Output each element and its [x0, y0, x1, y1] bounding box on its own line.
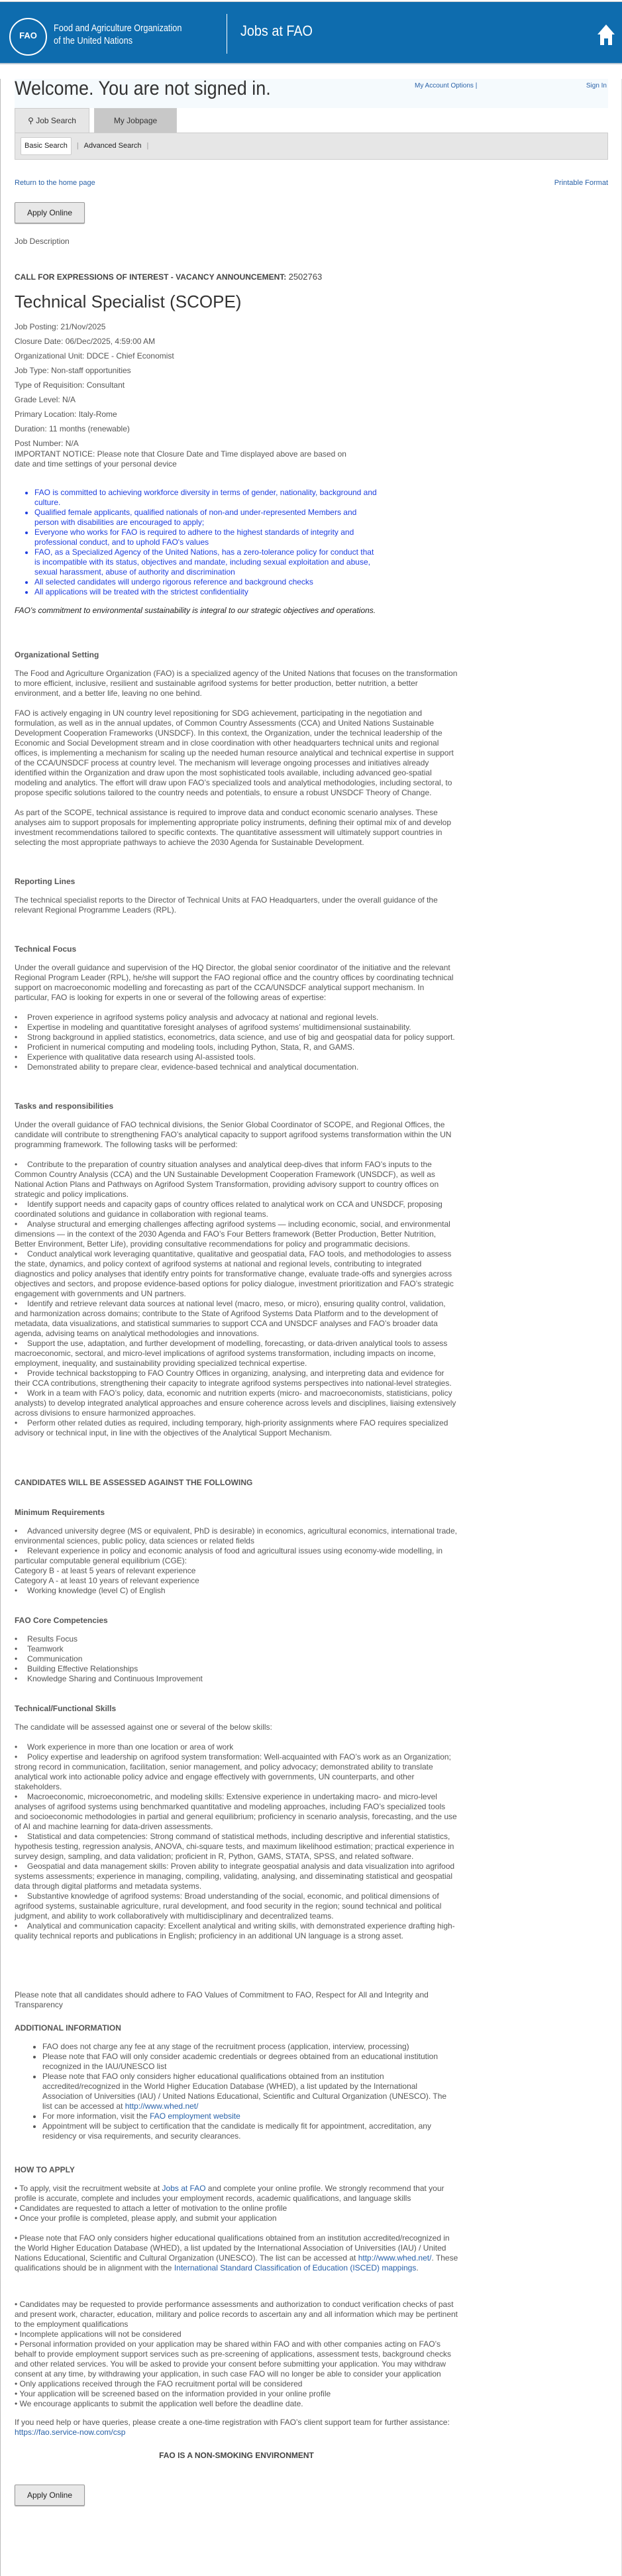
- list-item: • Working knowledge (level C) of English: [15, 1586, 166, 1595]
- separator: |: [146, 142, 149, 150]
- job-posting: Job Posting: 21/Nov/2025: [15, 322, 106, 331]
- home-icon[interactable]: [597, 23, 615, 46]
- section-heading: Tasks and responsibilities: [15, 1101, 114, 1111]
- skills-list: [15, 1742, 458, 1941]
- tab-job-search[interactable]: [15, 108, 89, 133]
- how-item: • Your application will be screened based on the information provided in your online profile: [15, 2389, 331, 2398]
- job-type: Job Type: Non-staff opportunities: [15, 366, 131, 375]
- how-item: • Incomplete applications will not be considered: [15, 2329, 181, 2339]
- list-item: • Work experience in more than one location or area of work: [15, 1742, 234, 1752]
- help-text: If you need help or have queries, please create a one-time registration with FAO’s client support team for further assistance: https://fao.service-now.com/csp: [15, 2418, 450, 2437]
- list-item: • Policy expertise and leadership on agrifood system transformation: Well-acquainted with FAO’s work as an Organization; strong record in communication, facilitation, senior management, and policy advocacy; demonstrated ability to translate analytical work into actionable policy advice and engage effectively with governments, UN counterparts, and other stakeholders.: [15, 1752, 451, 1791]
- separator: |: [76, 142, 79, 150]
- jobs-at-fao-link[interactable]: Jobs at FAO: [162, 2184, 206, 2193]
- whed-link[interactable]: http://www.whed.net/: [358, 2253, 432, 2263]
- category-a: Category A - at least 10 years of relevant experience: [15, 1576, 199, 1585]
- requirements-list: [15, 1526, 458, 1596]
- primary-location: Primary Location: Italy-Rome: [15, 410, 117, 419]
- job-description: [15, 272, 458, 2461]
- paragraph: Under the overall guidance of FAO technical divisions, the Senior Global Coordinator of SCOPE, and Regional Offices, the candidate will contribute to strengthening FAO’s analytical capacity to support agrifood systems transformation within the UN programming framework. The following tasks will be performed:: [15, 1120, 452, 1149]
- job-description-label: Job Description: [15, 237, 70, 246]
- how-item: • Please note that FAO only considers higher educational qualifications obtained from an institution accredited/recognized in the World Higher Education Database (WHED), a list updated by the International Association of Universities (IAU) / United Nations Educational, Scientific and Cultural Organization (UNESCO). The list can be accessed at http://www.whed.net/. These qualifications should be in alignment with the International Standard Classification of Education (ISCED) mappings.: [15, 2233, 458, 2272]
- list-item: • Teamwork: [15, 1644, 64, 1653]
- section-heading: Reporting Lines: [15, 877, 76, 886]
- whed-link[interactable]: http://www.whed.net/: [125, 2101, 199, 2111]
- basic-search-link[interactable]: Basic Search: [21, 137, 72, 155]
- list-item: • Building Effective Relationships: [15, 1664, 138, 1673]
- how-item: • Candidates are requested to attach a letter of motivation to the online profile: [15, 2204, 287, 2213]
- main-tabs: [15, 108, 608, 133]
- org-name-line1: Food and Agriculture Organization: [54, 23, 182, 34]
- section-heading: Technical Focus: [15, 944, 77, 954]
- vacancy-announcement: CALL FOR EXPRESSIONS OF INTEREST - VACANCY ANNOUNCEMENT: 2502763: [15, 272, 323, 282]
- site-header: [0, 2, 622, 64]
- list-item: • Qualified female applicants, qualified nationals of non-and under-represented Members and person with disabilities are encouraged to apply;: [34, 508, 379, 528]
- how-item: • We encourage applicants to submit the application well before the deadline date.: [15, 2399, 303, 2408]
- list-item: • Identify and retrieve relevant data sources at national level (macro, meso, or micro), ensuring quality control, validation, and harmonization across domains; contribute to the State of Agrifood Systems Data Platform and to the development of metadata, data visualizations, and statistical summaries to support CCA and UNSDCF analyses and FAO’s broader data agenda, advising teams on analytical methodologies and innovations.: [15, 1299, 446, 1338]
- competencies-list: [15, 1634, 458, 1684]
- tab-label: Job Search: [36, 116, 76, 125]
- tab-my-jobpage[interactable]: My Jobpage: [94, 108, 177, 133]
- list-item: • Advanced university degree (MS or equivalent, PhD is desirable) in economics, agricultural economics, international trade, environmental sciences, public policy, data sciences or related fields: [15, 1526, 457, 1545]
- paragraph: Under the overall guidance and supervision of the HQ Director, the global senior coordinator of the initiative and the relevant Regional Program Leader (RPL), he/she will support the FAO regional office and the country offices by coordinating technical support on macroeconomic modelling and forecasting as part of the CCA/UNSDCF analytical support mechanism. In particular, FAO is looking for experts in one or several of the following areas of expertise:: [15, 963, 454, 1002]
- list-item: • Analyse structural and emerging challenges affecting agrifood systems — including economic, social, and environmental dimensions — in the context of the 2030 Agenda and FAO’s Four Betters framework (Better Production, Better Nutrition, Better Environment, Better Life), providing consultative recommendations for policy and programmatic decisions.: [15, 1219, 450, 1249]
- list-item: • Statistical and data competencies: Strong command of statistical methods, including descriptive and inferential statistics, hypothesis testing, regression analysis, ANOVA, chi-square tests, and maximum likelihood estimation; practical experience in survey design, sampling, and data validation; proficient in R, Python, GAMS, STATA, SPSS, and related software.: [15, 1832, 454, 1861]
- org-unit: Organizational Unit: DDCE - Chief Economist: [15, 351, 174, 361]
- list-item: • Please note that FAO will only consider academic credentials or degrees obtained from an educational institution recognized in the IAU/UNESCO list: [42, 2052, 458, 2072]
- how-item: • To apply, visit the recruitment website at Jobs at FAO and complete your online profile. We strongly recommend that your profile is accurate, complete and includes your employment records, academic qualifications, and language skills: [15, 2184, 444, 2203]
- section-heading: FAO Core Competencies: [15, 1616, 108, 1625]
- list-item: • FAO does not charge any fee at any stage of the recruitment process (application, interview, processing): [42, 2042, 458, 2052]
- list-item: • All selected candidates will undergo rigorous reference and background checks: [34, 577, 379, 587]
- advanced-search-link[interactable]: Advanced Search: [83, 142, 142, 150]
- how-item: • Only applications received through the FAO recruitment portal will be considered: [15, 2379, 303, 2388]
- assessment-heading: CANDIDATES WILL BE ASSESSED AGAINST THE FOLLOWING: [15, 1478, 253, 1487]
- duration: Duration: 11 months (renewable): [15, 424, 130, 433]
- grade-level: Grade Level: N/A: [15, 395, 76, 404]
- requisition-type: Type of Requisition: Consultant: [15, 380, 125, 390]
- paragraph: The candidate will be assessed against one or several of the below skills:: [15, 1722, 272, 1732]
- how-item: • Personal information provided on your application may be shared within FAO and with other companies acting on FAO’s behalf to provide employment support services such as pre-screening of applications, assessment tests, background checks and other related services. You will be asked to provide your consent before submitting your application. You may withdraw consent at any time, by withdrawing your application, in such case FAO will no longer be able to consider your application: [15, 2339, 452, 2379]
- list-item: • Results Focus: [15, 1634, 78, 1644]
- list-item: • Support the use, adaptation, and further development of modelling, forecasting, or data-driven analytical tools to assess macroeconomic, sectoral, and micro-level implications of agrifood systems transformation, including impacts on income, employment, inequality, and sustainability providing specialized technical expertise.: [15, 1339, 448, 1368]
- isced-link[interactable]: International Standard Classification of Education (ISCED) mappings: [174, 2263, 417, 2272]
- org-name-line2: of the United Nations: [54, 35, 133, 46]
- list-item: • For more information, visit the FAO employment website: [42, 2111, 458, 2121]
- list-item: • Expertise in modeling and quantitative foresight analyses of agrifood systems’ multidimensional sustainability.: [15, 1023, 411, 1032]
- list-item: • Work in a team with FAO’s policy, data, economic and nutrition experts (micro- and macroeconomists, statisticians, policy analysts) to develop integrated analytical approaches and ensure coherence across levels and disciplines, liaising extensively across divisions to ensure harmonized approaches.: [15, 1388, 456, 1418]
- list-item: • Provide technical backstopping to FAO Country Offices in organizing, analysing, and interpreting data and evidence for their CCA contributions, strengthening their capacity to integrate agrifood systems perspectives into national-level strategies.: [15, 1369, 452, 1388]
- list-item: • Appointment will be subject to certification that the candidate is medically fit for appointment, accreditation, any residency or visa requirements, and security clearances.: [42, 2121, 458, 2141]
- how-item: • Candidates may be requested to provide performance assessments and authorization to conduct verification checks of past and present work, character, education, military and police records to ascertain any and all information which may be pertinent to the employment qualifications: [15, 2300, 458, 2329]
- support-link[interactable]: https://fao.service-now.com/csp: [15, 2428, 126, 2437]
- paragraph: As part of the SCOPE, technical assistance is required to improve data and conduct economic scenario analyses. These analyses aim to support proposals for implementing appropriate policy instruments, defining their optimal mix of and develop investment recommendations tailored to specific contexts. The quantitative assessment will ultimately support countries in selecting the most appropriate pathways to achieve the 2030 Agenda for Sustainable Development.: [15, 808, 452, 847]
- section-heading: Minimum Requirements: [15, 1508, 105, 1517]
- job-details: [15, 319, 458, 469]
- list-item: • Conduct analytical work leveraging quantitative, qualitative and geospatial data, FAO tools, and methodologies to assess the state, dynamics, and policy context of agrifood systems at national and regional levels, contributing to integrated diagnostics and policy analyses that identify entry points for transformative change, evaluate trade-offs and synergies across objectives and sectors, and propose evidence-based options for policy dialogue, investment prioritization and FAO’s strategic engagement with governments and UN partners.: [15, 1249, 454, 1298]
- expertise-list: [15, 1013, 458, 1072]
- list-item: • Substantive knowledge of agrifood systems: Broad understanding of the social, economic, and political dimensions of agrifood systems, sustainable agriculture, rural development, and food security in the region; sound technical and political judgment, and ability to work collaboratively with multidisciplinary and decentralized teams.: [15, 1891, 442, 1921]
- printable-format-link[interactable]: Printable Format: [554, 179, 608, 187]
- app-title: Jobs at FAO: [240, 23, 313, 39]
- list-item: • Relevant experience in policy and economic analysis of food and agricultural issues using economy-wide modelling, in particular computable general equilibrium (CGE):: [15, 1546, 443, 1565]
- job-title: Technical Specialist (SCOPE): [15, 292, 242, 311]
- paragraph: FAO is actively engaging in UN country level repositioning for SDG achievement, participating in the negotiation and formulation, as well as in the annual updates, of Common Country Assessments (CCA) and United Nations Sustainable Development Cooperation Frameworks (UNSDCF). In this context, the Organization, under the technical leadership of the Economic and Social Development stream and in close coordination with other headquarters technical units and regional offices, is implementing a mechanism for scaling up the needed human resource analytical and technical expertise in support of the CCA/UNSDCF process at country level. The mechanism will leverage ongoing processes and initiatives already identified within the Organization and draw upon the most sophisticated tools available, including advanced geo-spatial modeling and analytics. The effort will draw upon FAO’s specialized tools and analytical methodologies, including sectoral, to propose specific solutions tailored to the country needs and potentials, to ensure a robust UNSDCF Theory of Change.: [15, 708, 454, 797]
- list-item: • Geospatial and data management skills: Proven ability to integrate geospatial analysis and data visualization into agrifood systems assessments; experience in managing, compiling, validating, analysing, and disseminating statistical and geospatial data through digital platforms and metadata systems.: [15, 1862, 455, 1891]
- main-content: [0, 79, 622, 2576]
- tasks-list: [15, 1160, 458, 1438]
- section-heading: Organizational Setting: [15, 650, 99, 659]
- list-item: • Please note that FAO only considers higher educational qualifications obtained from an institution accredited/recognized in the World Higher Education Database (WHED), a list updated by the International Association of Universities (IAU) / United Nations Educational, Scientific and Cultural Organization (UNESCO). The list can be accessed at http://www.whed.net/: [42, 2072, 458, 2111]
- search-subtabs: [15, 133, 608, 160]
- vacancy-number: 2502763: [288, 272, 323, 282]
- fao-logo[interactable]: FAO: [9, 18, 47, 56]
- page-links: [15, 178, 608, 188]
- section-heading: Technical/Functional Skills: [15, 1704, 117, 1713]
- non-smoking-notice: FAO IS A NON-SMOKING ENVIRONMENT: [159, 2451, 314, 2460]
- list-item: • Strong background in applied statistics, econometrics, data science, and use of big and geospatial data for policy support.: [15, 1033, 455, 1042]
- account-options-link[interactable]: My Account Options |: [415, 82, 478, 89]
- closure-date: Closure Date: 06/Dec/2025, 4:59:00 AM: [15, 337, 156, 346]
- welcome-banner: [15, 79, 608, 108]
- important-notice: IMPORTANT NOTICE: Please note that Closure Date and Time displayed above are based on date and time settings of your personal device: [15, 449, 346, 469]
- diversity-list: [34, 488, 379, 597]
- return-home-link[interactable]: Return to the home page: [15, 179, 95, 187]
- search-icon: ⚲: [28, 116, 34, 125]
- paragraph: The technical specialist reports to the Director of Technical Units at FAO Headquarters, under the overall guidance of the relevant Regional Programme Leaders (RPL).: [15, 895, 438, 915]
- apply-online-button[interactable]: Apply Online: [15, 202, 85, 223]
- list-item: • Communication: [15, 1654, 83, 1663]
- welcome-title: Welcome. You are not signed in.: [15, 78, 271, 99]
- list-item: • Proven experience in agrifood systems policy analysis and advocacy at national and regional levels.: [15, 1013, 379, 1022]
- list-item: • Proficient in numerical computing and modeling tools, including Python, Stata, R, and GAMS.: [15, 1042, 355, 1052]
- apply-online-button-bottom[interactable]: Apply Online: [15, 2485, 85, 2506]
- list-item: • FAO, as a Specialized Agency of the United Nations, has a zero-tolerance policy for conduct that is incompatible with its status, objectives and mandate, including sexual exploitation and abuse, sexual harassment, abuse of authority and discrimination: [34, 547, 379, 577]
- list-item: • Experience with qualitative data research using AI-assisted tools.: [15, 1052, 256, 1062]
- how-item: • Once your profile is completed, please apply, and submit your application: [15, 2213, 277, 2223]
- org-name: [54, 22, 181, 47]
- sign-in-link[interactable]: Sign In: [586, 82, 607, 89]
- values-note: Please note that all candidates should adhere to FAO Values of Commitment to FAO, Respect for All and Integrity and Transparency: [15, 1990, 429, 2009]
- list-item: • Demonstrated ability to prepare clear, evidence-based technical and analytical documentation.: [15, 1062, 359, 1072]
- category-b: Category B - at least 5 years of relevant experience: [15, 1566, 196, 1575]
- list-item: • Macroeconomic, microeconometric, and modeling skills: Extensive experience in undertaking macro- and micro-level analyses of agrifood systems using benchmarked quantitative and modeling approaches, including FAO’s specialized tools and socioeconomic methodologies in partial and general equilibrium; proficiency in scenario analysis, forecasting, and the use of AI and machine learning for data-driven assessments.: [15, 1792, 457, 1831]
- list-item: • All applications will be treated with the strictest confidentiality: [34, 587, 379, 597]
- employment-website-link[interactable]: FAO employment website: [150, 2111, 240, 2121]
- list-item: • Perform other related duties as required, including temporary, high-priority assignments where FAO requires specialized advisory or technical input, in line with the objectives of the Analytical Support Mechanism.: [15, 1418, 448, 1437]
- list-item: • FAO is committed to achieving workforce diversity in terms of gender, nationality, background and culture.: [34, 488, 379, 508]
- additional-info-heading: ADDITIONAL INFORMATION: [15, 2023, 121, 2033]
- list-item: • Analytical and communication capacity: Excellent analytical and writing skills, with demonstrated experience drafting high-quality technical reports and publications in English; proficiency in an additional UN language is a strong asset.: [15, 1921, 455, 1940]
- env-commitment: FAO’s commitment to environmental sustainability is integral to our strategic objectives and operations.: [15, 606, 376, 615]
- post-number: Post Number: N/A: [15, 439, 79, 448]
- list-item: • Everyone who works for FAO is required to adhere to the highest standards of integrity and professional conduct, and to uphold FAO's values: [34, 528, 379, 547]
- list-item: • Contribute to the preparation of country situation analyses and analytical deep-dives that inform FAO’s inputs to the Common Country Analysis (CCA) and the UN Sustainable Development Cooperation Framework (UNSDCF), as well as National Action Plans and Pathways on Agrifood System Transformation, providing advisory support to country offices on strategic and policy implications.: [15, 1160, 439, 1199]
- additional-info-list: [42, 2042, 458, 2141]
- list-item: • Knowledge Sharing and Continuous Improvement: [15, 1674, 203, 1683]
- how-to-apply-heading: HOW TO APPLY: [15, 2165, 75, 2174]
- list-item: • Identify support needs and capacity gaps of country offices related to analytical work on CCA and UNSDCF, proposing coordinated solutions and guidance in collaboration with regional teams.: [15, 1200, 442, 1219]
- paragraph: The Food and Agriculture Organization (FAO) is a specialized agency of the United Nations that focuses on the transformation to more efficient, inclusive, resilient and sustainable agrifood systems for better production, better nutrition, a better environment, and a better life, leaving no one behind.: [15, 669, 458, 698]
